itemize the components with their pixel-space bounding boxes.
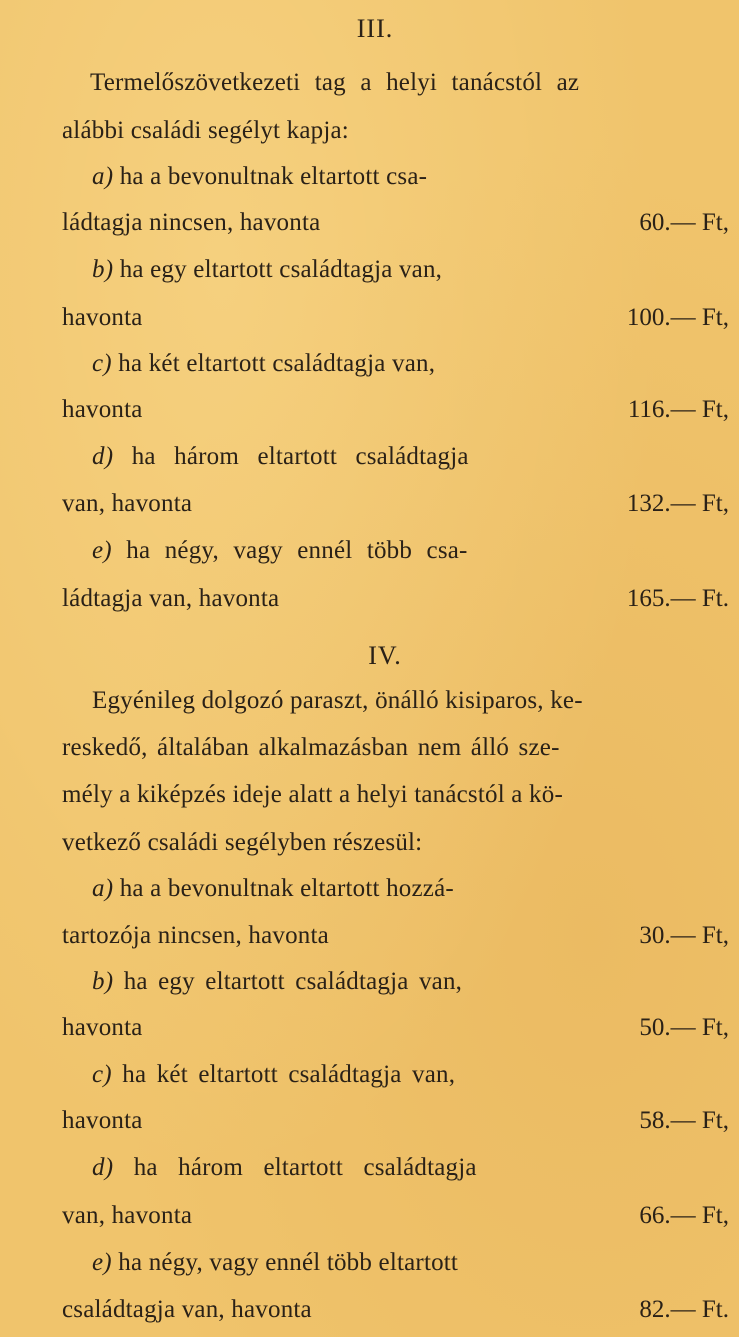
item-label: b) [92, 968, 114, 995]
item-label: d) [92, 443, 114, 470]
section-4-item-b-line-1 [92, 967, 462, 997]
section-3-item-a-line-1 [92, 162, 427, 192]
item-text: ha négy, vagy ennél több eltartott [118, 1249, 459, 1276]
section-3-item-d-line-2: van, havonta [62, 490, 193, 517]
section-3-item-c-line-2: havonta [62, 396, 143, 423]
section-3-intro-line-1: Termelőszövetkezeti tag a helyi tanácstól az [90, 69, 580, 96]
item-text: ha három eltartott családtagja [131, 443, 469, 470]
section-3-item-c-line-1 [92, 349, 435, 379]
item-label: d) [92, 1154, 114, 1181]
item-text: ha két eltartott családtagja van, [122, 1061, 456, 1088]
section-3-item-d-amount: 132.— Ft, [626, 490, 729, 517]
item-text: ha négy, vagy ennél több csa- [126, 537, 468, 564]
section-3-item-a-amount: 60.— Ft, [639, 209, 729, 236]
item-label: e) [92, 1249, 112, 1276]
section-4-item-e-line-1 [92, 1248, 458, 1278]
section-4-item-d-line-2: van, havonta [62, 1202, 193, 1229]
section-4-heading: IV. [368, 641, 402, 670]
item-label: c) [92, 350, 112, 377]
item-text: ha a bevonultnak eltartott hozzá- [119, 875, 454, 902]
section-4-item-a-line-2: tartozója nincsen, havonta [62, 922, 329, 949]
section-3-item-e-line-1 [92, 536, 468, 566]
section-4-item-c-amount: 58.— Ft, [639, 1107, 729, 1134]
item-label: a) [92, 163, 114, 190]
section-4-item-e-line-2: családtagja van, havonta [62, 1296, 312, 1323]
section-4-item-b-line-2: havonta [62, 1014, 143, 1041]
section-3-item-e-line-2: ládtagja van, havonta [62, 585, 280, 612]
item-text: ha két eltartott családtagja van, [118, 350, 436, 377]
item-text: ha három eltartott családtagja [133, 1154, 477, 1181]
item-label: c) [92, 1061, 112, 1088]
section-3-heading: III. [356, 14, 394, 43]
section-3-item-b-line-1 [92, 255, 442, 285]
section-4-item-a-line-1 [92, 874, 454, 904]
section-4-item-e-amount: 82.— Ft. [639, 1296, 729, 1323]
item-label: b) [92, 256, 114, 283]
section-4-item-a-amount: 30.— Ft, [639, 922, 729, 949]
section-4-item-d-line-1 [92, 1153, 477, 1183]
item-label: e) [92, 537, 112, 564]
section-4-item-c-line-2: havonta [62, 1107, 143, 1134]
section-4-intro-line-3: mély a kiképzés ideje alatt a helyi tanácstól a kö- [62, 781, 563, 808]
section-3-item-a-line-2: ládtagja nincsen, havonta [62, 209, 321, 236]
item-text: ha egy eltartott családtagja van, [119, 256, 443, 283]
section-4-intro-line-1: Egyénileg dolgozó paraszt, önálló kisiparos, ke- [92, 687, 583, 714]
item-label: a) [92, 875, 114, 902]
section-3-item-b-amount: 100.— Ft, [626, 304, 729, 331]
section-4-item-c-line-1 [92, 1060, 455, 1090]
section-3-item-b-line-2: havonta [62, 304, 143, 331]
section-3-intro-line-2: alábbi családi segélyt kapja: [62, 117, 349, 144]
section-4-intro-line-4: vetkező családi segélyben részesül: [62, 829, 423, 856]
section-3-item-e-amount: 165.— Ft. [626, 585, 729, 612]
section-4-item-b-amount: 50.— Ft, [639, 1014, 729, 1041]
section-3-item-c-amount: 116.— Ft, [627, 396, 729, 423]
section-3-item-d-line-1 [92, 442, 469, 472]
item-text: ha egy eltartott családtagja van, [123, 968, 463, 995]
section-4-item-d-amount: 66.— Ft, [639, 1202, 729, 1229]
section-4-intro-line-2: reskedő, általában alkalmazásban nem álló sze- [62, 734, 560, 761]
item-text: ha a bevonultnak eltartott csa- [119, 163, 428, 190]
